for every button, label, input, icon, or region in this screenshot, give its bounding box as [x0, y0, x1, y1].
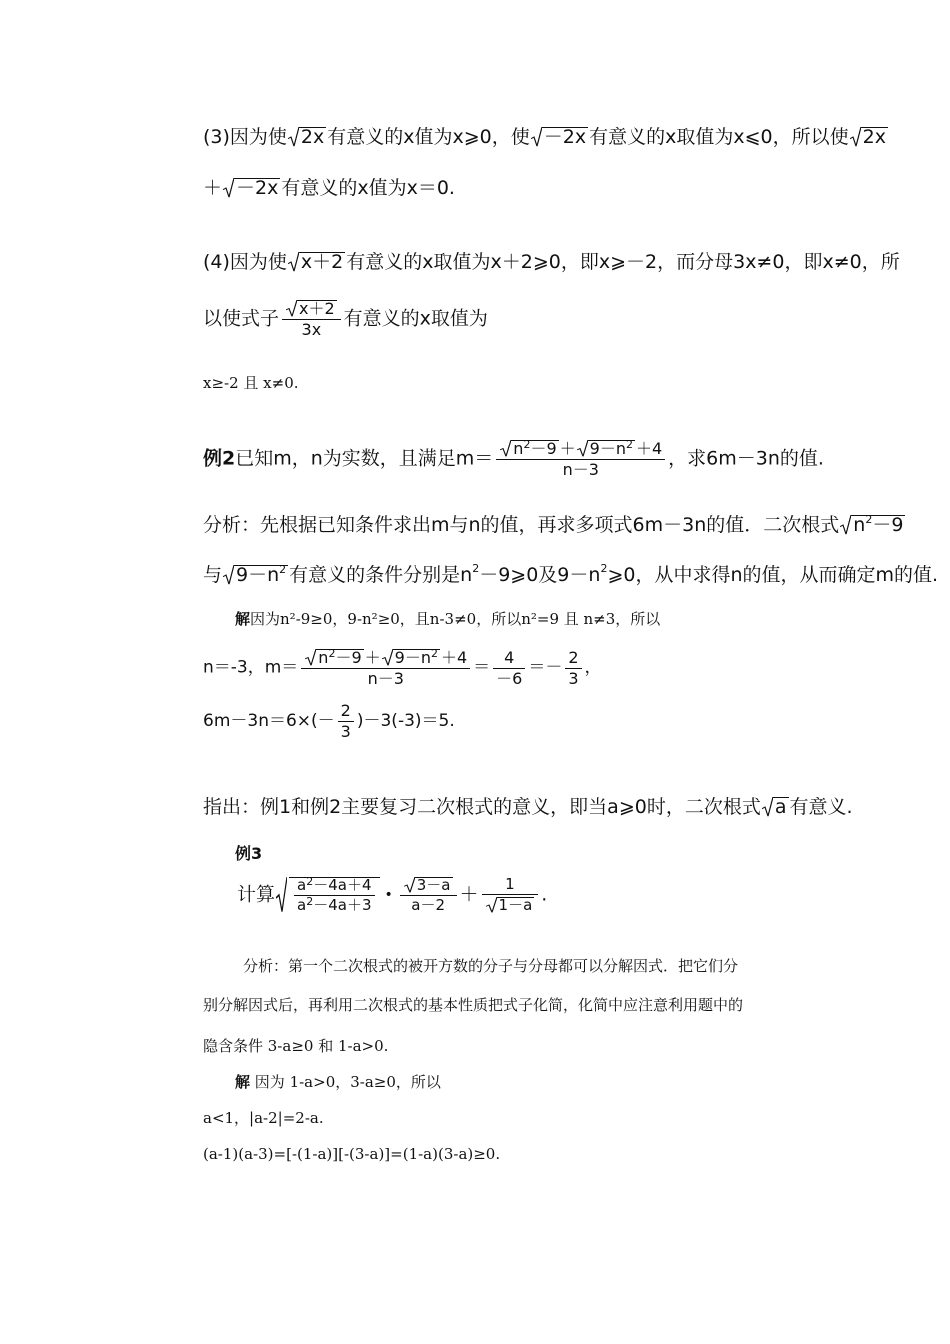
sqrt-neg2x-b: －2x — [223, 178, 280, 198]
text: (3)因为使 — [203, 126, 287, 148]
analysis-line2: 与 $9-n^2$ 有意义的条件分别是$n^2-9⩾0$及$9-n^2⩾0$，从中求得n的值，从而确定m的值. — [203, 562, 939, 586]
fraction-sqrtx2-over-3x: $\frac{x+2}{3x}$ — [282, 300, 341, 338]
sol3-line1: 解 因为 1-a>0，3-a≥0，所以 — [235, 1073, 441, 1091]
p4-line1: (4)因为使 x＋2 有意义的x取值为x＋2⩾0，即x⩾－2，而分母3x≠0，即x≠0，所 — [203, 251, 900, 273]
ex2-statement: 例2已知m，n为实数，且满足m＝ $n^2-9$ ＋ $9-n^2 +4$ n－3 ，求6m－3n的值. — [203, 438, 824, 479]
sol3-label: 解 — [235, 1073, 251, 1091]
ex3-expression: 计算 $\frac{a^2-4a+4}{a^2-4a+3}$ • $\frac{3-a}{a-2}$ ＋ $\frac{1}{1-a}$ . — [237, 875, 548, 914]
sol2-line1: 解因为n²-9≥0，9-n²≥0，且n-3≠0，所以n²=9 且 n≠3，所以 — [235, 610, 661, 628]
sol2-line3: 6m－3n＝6×(－ $\frac{2}{3}$ )－3(-3)＝5. — [203, 701, 455, 741]
text: 有意义的x取值为x⩽0，所以使 — [589, 126, 849, 148]
sqrt-2x: 2x — [288, 127, 326, 147]
sqrt-2x-b: 2x — [850, 127, 888, 147]
p3-line1 — [203, 127, 889, 147]
sol2-label: 解 — [235, 610, 251, 628]
sqrt-neg2x: －2x — [531, 127, 588, 147]
analysis3-line3: 隐含条件 3-a≥0 和 1-a>0. — [203, 1037, 389, 1055]
sol2-line2: n＝-3，m＝ $n^2-9$ ＋ $9-n^2 +4$ n－3 ＝ $\frac{4}{-6}$ ＝－ $\frac{2}{3}$ ， — [203, 647, 602, 688]
text: 有意义的x值为x⩾0，使 — [327, 126, 530, 148]
p4-line3: x≥-2 且 x≠0. — [203, 374, 299, 392]
sqrt-big-fraction: $\frac{a^2-4a+4}{a^2-4a+3}$ — [276, 877, 379, 913]
sol3-line2: a<1，|a-2|=2-a. — [203, 1109, 324, 1127]
analysis-line1: 分析：先根据已知条件求出m与n的值，再求多项式6m－3n的值．二次根式 $n^2-9$ — [203, 513, 904, 536]
p4-line2: 以使式子 $\frac{x+2}{3x}$ 有意义的x取值为 — [203, 299, 488, 339]
analysis3-line1: 分析：第一个二次根式的被开方数的分子与分母都可以分解因式．把它们分 — [243, 957, 739, 975]
sol3-line3: (a-1)(a-3)=[-(1-a)][-(3-a)]=(1-a)(3-a)≥0. — [203, 1145, 501, 1163]
ex2-label: 例2 — [203, 447, 236, 470]
note-line: 指出：例1和例2主要复习二次根式的意义，即当a⩾0时，二次根式 a 有意义. — [203, 796, 853, 818]
ex3-label: 例3 — [235, 844, 263, 863]
p3-line2: ＋ －2x 有意义的x值为x＝0. — [203, 177, 455, 199]
ex2-fraction: $n^2-9$ ＋ $9-n^2 +4$ n－3 — [496, 440, 665, 478]
analysis3-line2: 别分解因式后，再利用二次根式的基本性质把式子化简，化简中应注意利用题中的 — [203, 996, 744, 1014]
sqrt-x-plus-2: x＋2 — [288, 252, 345, 272]
